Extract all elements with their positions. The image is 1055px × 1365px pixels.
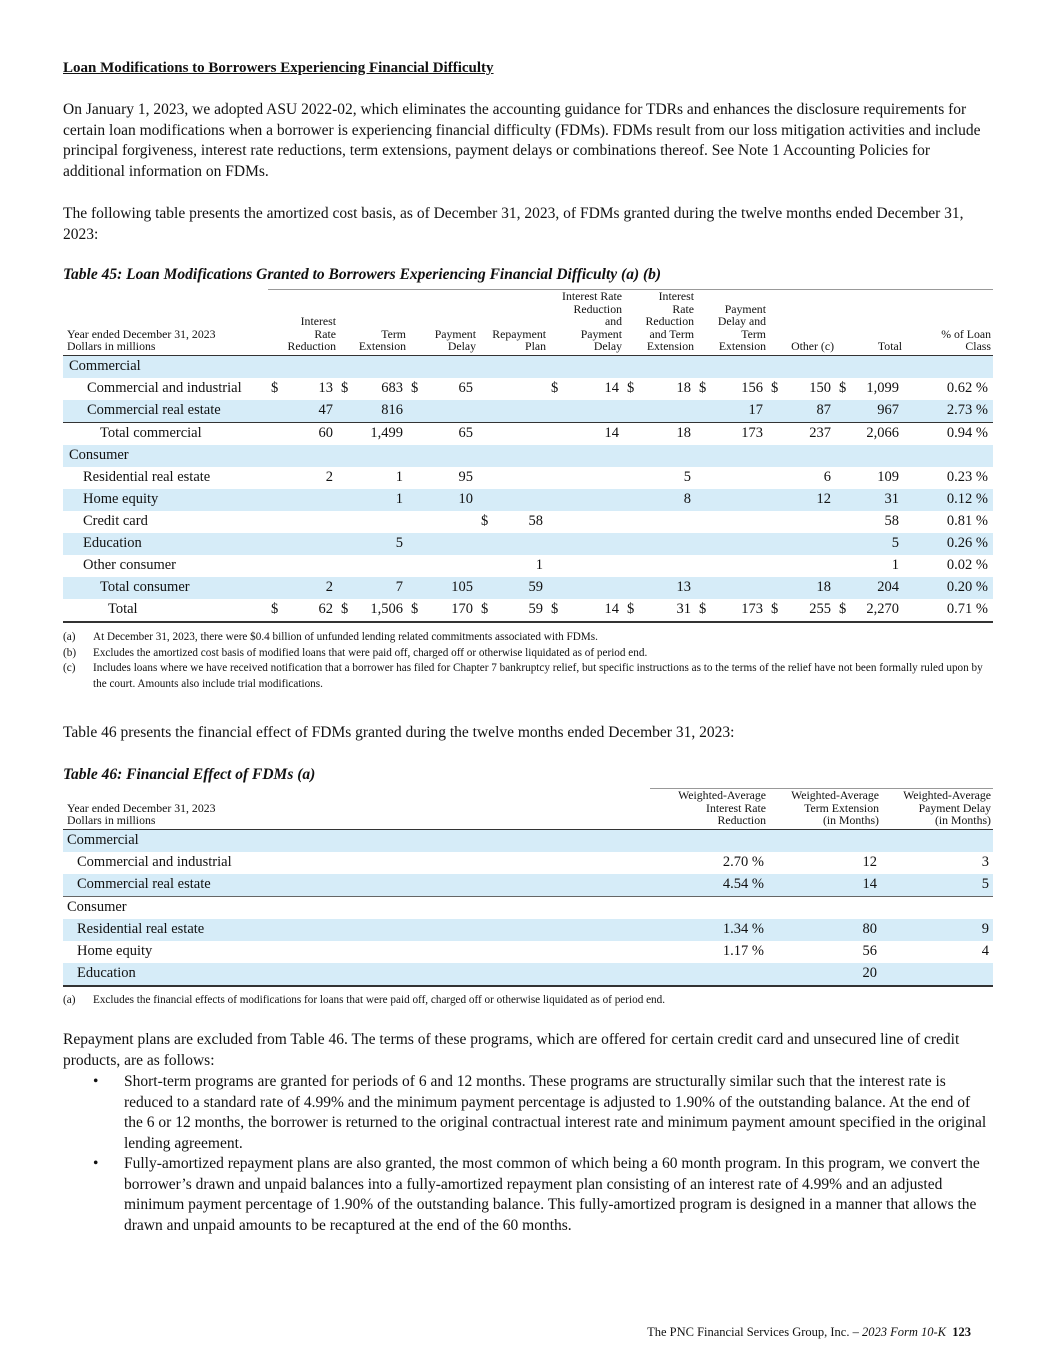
cell-delay: 3 [981, 854, 989, 871]
col-interest-rate-reduction: Interest Rate Reduction [268, 290, 338, 356]
cell-pct: 0.20 % [904, 577, 993, 599]
cell-value: 95 [458, 469, 473, 486]
cell-total [836, 489, 904, 511]
footnote-c: (c) Includes loans where we have received notification that a borrower has filed for Chapter 7 bankruptcy relief, but specific instructions as to the terms of the relief have not been formally ruled upon by the court. Amounts also include trial modifications. [63, 662, 983, 690]
cell-irrpd [548, 400, 624, 423]
cell-value: 31 [676, 601, 691, 618]
repayment-bullet-list [63, 1072, 993, 1236]
cell-value: 109 [877, 469, 899, 486]
cell-value: 58 [884, 513, 899, 530]
col-wa-interest-rate-reduction: Weighted-Average Interest Rate Reduction [650, 789, 768, 830]
cell-irr [268, 378, 338, 400]
cell-pct: 0.71 % [904, 599, 993, 622]
cell-irrpd [548, 555, 624, 577]
col-payment-delay: Payment Delay [408, 290, 478, 356]
table45-intro-paragraph: The following table presents the amortized cost basis, as of December 31, 2023, of FDMs granted during the twelve months ended December 31, 2023: [63, 205, 964, 243]
dollar-sign: $ [341, 601, 349, 618]
cell-rp [478, 511, 548, 533]
cell-total [836, 533, 904, 555]
row-label: Total [63, 599, 268, 622]
cell-pct: 2.73 % [904, 400, 993, 423]
cell-other [768, 577, 836, 599]
dollar-sign: $ [411, 601, 419, 618]
cell-value: 1 [891, 557, 899, 574]
cell-irr [268, 599, 338, 622]
cell-pd [408, 511, 478, 533]
cell-other [768, 467, 836, 489]
cell-other [768, 511, 836, 533]
dollar-sign: $ [699, 601, 707, 618]
group-label: Commercial [63, 829, 993, 852]
cell-pdte [696, 400, 768, 423]
cell-te [338, 599, 408, 622]
cell-rp [478, 489, 548, 511]
cell-value: 156 [741, 380, 763, 397]
row-label: Home equity [63, 489, 268, 511]
cell-te [338, 467, 408, 489]
cell-te [338, 400, 408, 423]
cell-irrte [624, 555, 696, 577]
cell-irr [268, 400, 338, 423]
cell-value: 5 [891, 535, 899, 552]
table-row [63, 511, 993, 533]
cell-value: 2,066 [866, 425, 899, 442]
cell-pd [408, 533, 478, 555]
cell-total [836, 511, 904, 533]
table45-title: Table 45: Loan Modifications Granted to Borrowers Experiencing Financial Difficulty (a) (b) [63, 266, 662, 283]
list-item: • Fully-amortized repayment plans are also granted, the most common of which being a 60 month program. In this program, we convert the borrower’s drawn and unpaid balances into a fully-amortized repayment plan consisting of an interest rate of 4.99% and an adjusted minimum payment percentage of 1.90% of the outstanding balance. This fully-amortized program is designed in a manner that allows the drawn and unpaid amounts to be recaptured at the end of the 60 months. [63, 1154, 993, 1236]
cell-value: 1,099 [866, 380, 899, 397]
list-item: • Short-term programs are granted for periods of 6 and 12 months. These programs are structurally similar such that the interest rate is reduced to a standard rate of 4.99% and the minimum payment percentage is adjusted to 1.90% of the outstanding balance. At the end of the 6 or 12 months, the borrower is returned to the original contractual interest rate and minimum payment amount specified in the original lending agreement. [63, 1072, 993, 1154]
cell-value: 1,499 [370, 425, 403, 442]
table-row [63, 963, 993, 986]
col-irr-and-payment-delay: Interest Rate Reduction and Payment Delay [548, 290, 624, 356]
dollar-sign: $ [839, 601, 847, 618]
commercial-group-row [63, 829, 993, 852]
table-row [63, 941, 993, 963]
cell-rp [478, 599, 548, 622]
dollar-sign: $ [551, 380, 559, 397]
cell-value: 6 [823, 469, 831, 486]
row-label: Residential real estate [63, 919, 650, 941]
cell-value: 2 [325, 579, 333, 596]
cell-value: 62 [318, 601, 333, 618]
commercial-group-row [63, 355, 993, 378]
col-payment-delay-and-term-extension: Payment Delay and Term Extension [696, 290, 768, 356]
cell-pdte [696, 577, 768, 599]
cell-pct: 0.02 % [946, 557, 988, 574]
table45-footnotes [63, 630, 993, 692]
table46-header [63, 789, 993, 830]
cell-total [836, 599, 904, 622]
cell-rate [650, 963, 768, 986]
cell-irr [268, 511, 338, 533]
cell-other [768, 555, 836, 577]
cell-rp [478, 533, 548, 555]
cell-term: 56 [862, 943, 877, 960]
section-title: Loan Modifications to Borrowers Experiencing Financial Difficulty [63, 60, 494, 76]
repayment-intro-paragraph: Repayment plans are excluded from Table 46. The terms of these programs, which are offered for certain credit card and unsecured line of credit products, are as follows: [63, 1031, 960, 1069]
cell-te [338, 555, 408, 577]
page-number: 123 [952, 1325, 971, 1339]
cell-value: 105 [451, 579, 473, 596]
cell-pct: 0.23 % [946, 469, 988, 486]
cell-pd [408, 489, 478, 511]
dollar-sign: $ [411, 380, 419, 397]
cell-value: 14 [604, 425, 619, 442]
cell-value: 5 [683, 469, 691, 486]
table46-title: Table 46: Financial Effect of FDMs (a) [63, 766, 316, 783]
cell-delay: 5 [881, 874, 993, 897]
cell-pdte [696, 422, 768, 445]
group-label: Commercial [63, 355, 993, 378]
cell-value: 18 [676, 425, 691, 442]
cell-te [338, 511, 408, 533]
footer-form: 2023 Form 10-K [861, 1325, 946, 1339]
cell-value: 173 [741, 425, 763, 442]
cell-value: 10 [458, 491, 473, 508]
cell-value: 13 [318, 380, 333, 397]
cell-irrte [624, 599, 696, 622]
cell-irrte [624, 577, 696, 599]
cell-irr [268, 577, 338, 599]
cell-other [768, 378, 836, 400]
table-row [63, 533, 993, 555]
dollar-sign: $ [341, 380, 349, 397]
cell-irrpd [548, 511, 624, 533]
cell-value: 59 [528, 579, 543, 596]
cell-irrte [624, 511, 696, 533]
cell-total [836, 577, 904, 599]
cell-irrpd [548, 599, 624, 622]
cell-value: 2,270 [866, 601, 899, 618]
cell-irr [268, 422, 338, 445]
row-label: Commercial and industrial [87, 380, 242, 397]
footer-company: The PNC Financial Services Group, Inc. – [647, 1325, 862, 1339]
cell-delay [881, 963, 993, 986]
row-label: Residential real estate [83, 469, 211, 486]
table46-footnotes [63, 993, 993, 1009]
cell-rp [478, 577, 548, 599]
table-row [63, 874, 993, 897]
cell-irrpd [548, 422, 624, 445]
cell-other [768, 533, 836, 555]
cell-value: 1 [535, 557, 543, 574]
table-row [63, 599, 993, 622]
cell-total [836, 555, 904, 577]
cell-te [338, 378, 408, 400]
cell-value: 65 [458, 425, 473, 442]
col-repayment-plan: Repayment Plan [478, 290, 548, 356]
cell-value: 204 [877, 579, 899, 596]
cell-value: 18 [816, 579, 831, 596]
cell-value: 8 [683, 491, 691, 508]
cell-value: 17 [748, 402, 763, 419]
cell-irrpd [548, 467, 624, 489]
cell-pct: 0.26 % [904, 533, 993, 555]
cell-value: 237 [809, 425, 831, 442]
table-row [63, 555, 993, 577]
consumer-group-row [63, 896, 993, 919]
cell-value: 7 [395, 579, 403, 596]
cell-irrte [624, 400, 696, 423]
row-label: Commercial real estate [63, 400, 268, 423]
cell-pd [408, 577, 478, 599]
cell-rp [478, 422, 548, 445]
cell-rp [478, 400, 548, 423]
cell-value: 58 [528, 513, 543, 530]
cell-value: 967 [877, 402, 899, 419]
cell-te [338, 422, 408, 445]
cell-value: 59 [528, 601, 543, 618]
dollar-sign: $ [627, 380, 635, 397]
bullet-icon: • [93, 1155, 99, 1172]
row-label: Education [63, 533, 268, 555]
row-label: Total consumer [63, 577, 268, 599]
page-footer [647, 1325, 971, 1340]
table-row [63, 919, 993, 941]
row-label: Commercial real estate [63, 874, 650, 897]
cell-rp [478, 378, 548, 400]
group-label: Consumer [63, 896, 993, 919]
cell-value: 150 [809, 380, 831, 397]
cell-rate: 2.70 % [722, 854, 764, 871]
dollar-sign: $ [271, 380, 279, 397]
cell-value: 1,506 [370, 601, 403, 618]
cell-other [768, 599, 836, 622]
consumer-group-row [63, 445, 993, 467]
row-label: Home equity [77, 943, 153, 960]
row-label: Commercial and industrial [77, 854, 232, 871]
cell-irrte [624, 489, 696, 511]
cell-other [768, 400, 836, 423]
col-other: Other (c) [768, 290, 836, 356]
cell-te [338, 533, 408, 555]
cell-pct: 0.94 % [904, 422, 993, 445]
cell-rate: 4.54 % [650, 874, 768, 897]
cell-irrte [624, 467, 696, 489]
cell-value: 5 [395, 535, 403, 552]
cell-value: 12 [816, 491, 831, 508]
cell-pdte [696, 555, 768, 577]
cell-pd [408, 422, 478, 445]
dollar-sign: $ [771, 601, 779, 618]
cell-te [338, 577, 408, 599]
dollar-sign: $ [551, 601, 559, 618]
cell-irr [268, 467, 338, 489]
cell-value: 170 [451, 601, 473, 618]
cell-other [768, 422, 836, 445]
cell-pdte [696, 378, 768, 400]
cell-value: 31 [884, 491, 899, 508]
cell-irrpd [548, 489, 624, 511]
cell-other [768, 489, 836, 511]
cell-rate: 1.34 % [650, 919, 768, 941]
cell-pdte [696, 599, 768, 622]
col-total: Total [836, 290, 904, 356]
cell-irrte [624, 378, 696, 400]
footnote-a: (a) Excludes the financial effects of modifications for loans that were paid off, charged off or otherwise liquidated as of period end. [63, 994, 666, 1006]
cell-total [836, 422, 904, 445]
cell-rate: 1.17 % [722, 943, 764, 960]
cell-pct: 0.12 % [904, 489, 993, 511]
cell-pd [408, 555, 478, 577]
table-row [63, 489, 993, 511]
col-wa-payment-delay: Weighted-Average Payment Delay (in Months) [881, 789, 993, 830]
cell-pd [408, 599, 478, 622]
cell-pdte [696, 511, 768, 533]
cell-total [836, 378, 904, 400]
dollar-sign: $ [627, 601, 635, 618]
dollar-sign: $ [699, 380, 707, 397]
cell-delay: 9 [881, 919, 993, 941]
cell-pdte [696, 467, 768, 489]
cell-pd [408, 467, 478, 489]
intro-paragraph: On January 1, 2023, we adopted ASU 2022-02, which eliminates the accounting guidance for TDRs and enhances the disclosure requirements for certain loan modifications when a borrower is experiencing financial difficulty (FDMs). FDMs result from our loss mitigation activities and include principal forgiveness, interest rate reductions, term extensions, payment delays or combinations thereof. See Note 1 Accounting Policies for additional information on FDMs. [63, 101, 981, 180]
cell-term: 14 [768, 874, 881, 897]
cell-value: 87 [816, 402, 831, 419]
table-row [63, 852, 993, 874]
footnote-b: (b) Excludes the amortized cost basis of modified loans that were paid off, charged off or otherwise liquidated as of period end. [63, 646, 648, 659]
cell-pd [408, 400, 478, 423]
cell-irrpd [548, 378, 624, 400]
cell-value: 14 [604, 380, 619, 397]
cell-irr [268, 489, 338, 511]
footnote-a: (a) At December 31, 2023, there were $0.4 billion of unfunded lending related commitments associated with FDMs. [63, 631, 598, 643]
cell-rp [478, 555, 548, 577]
table-row [63, 400, 993, 423]
cell-value: 1 [395, 491, 403, 508]
dollar-sign: $ [481, 601, 489, 618]
cell-total [836, 467, 904, 489]
cell-irrpd [548, 577, 624, 599]
cell-value: 255 [809, 601, 831, 618]
bullet-icon: • [93, 1073, 99, 1090]
group-label: Consumer [63, 445, 993, 467]
cell-value: 65 [458, 380, 473, 397]
table45-header-label: Year ended December 31, 2023 Dollars in millions [67, 326, 216, 354]
cell-te [338, 489, 408, 511]
dollar-sign: $ [839, 380, 847, 397]
cell-value: 60 [318, 425, 333, 442]
cell-irrte [624, 422, 696, 445]
table46 [63, 788, 993, 987]
col-term-extension: Term Extension [338, 290, 408, 356]
cell-value: 816 [381, 402, 403, 419]
col-wa-term-extension: Weighted-Average Term Extension (in Months) [768, 789, 881, 830]
cell-value: 173 [741, 601, 763, 618]
table45 [63, 289, 993, 623]
dollar-sign: $ [481, 513, 489, 530]
table-row [63, 422, 993, 445]
cell-pdte [696, 533, 768, 555]
cell-value: 14 [604, 601, 619, 618]
cell-term: 80 [768, 919, 881, 941]
row-label: Credit card [83, 513, 148, 530]
cell-value: 1 [395, 469, 403, 486]
cell-term: 20 [768, 963, 881, 986]
cell-total [836, 400, 904, 423]
cell-irrte [624, 533, 696, 555]
cell-value: 683 [381, 380, 403, 397]
cell-irr [268, 533, 338, 555]
row-label: Total commercial [63, 422, 268, 445]
cell-pct: 0.81 % [946, 513, 988, 530]
cell-delay: 4 [981, 943, 989, 960]
cell-value: 2 [325, 469, 333, 486]
table-row [63, 378, 993, 400]
table-row [63, 467, 993, 489]
cell-irrpd [548, 533, 624, 555]
row-label: Education [63, 963, 650, 986]
cell-pct: 0.62 % [946, 380, 988, 397]
table45-header [63, 290, 993, 356]
cell-pdte [696, 489, 768, 511]
cell-pd [408, 378, 478, 400]
cell-irr [268, 555, 338, 577]
dollar-sign: $ [271, 601, 279, 618]
row-label: Other consumer [83, 557, 177, 574]
table46-header-label: Year ended December 31, 2023 Dollars in millions [67, 800, 216, 828]
cell-value: 13 [676, 579, 691, 596]
dollar-sign: $ [771, 380, 779, 397]
col-irr-and-term-extension: Interest Rate Reduction and Term Extension [624, 290, 696, 356]
table46-intro-paragraph: Table 46 presents the financial effect of FDMs granted during the twelve months ended December 31, 2023: [63, 724, 735, 741]
table-row [63, 577, 993, 599]
cell-rp [478, 467, 548, 489]
cell-term: 12 [862, 854, 877, 871]
cell-value: 47 [318, 402, 333, 419]
col-pct-loan-class: % of Loan Class [904, 290, 993, 356]
cell-value: 18 [676, 380, 691, 397]
